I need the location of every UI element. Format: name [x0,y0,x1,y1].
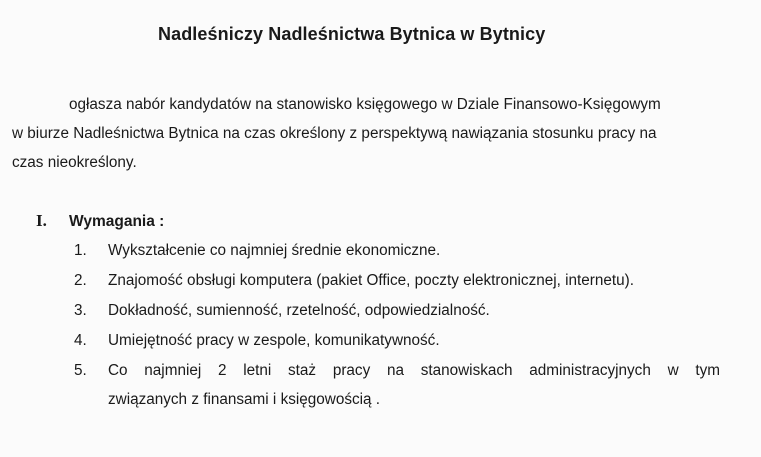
intro-line: w biurze Nadleśnictwa Bytnica na czas określony z perspektywą nawiązania stosunku pracy na [12,125,657,142]
list-item-text: Wykształcenie co najmniej średnie ekonomiczne. [108,242,441,259]
list-item-text: Znajomość obsługi komputera (pakiet Office, poczty elektronicznej, internetu). [108,272,635,289]
list-item-number: 4. [74,332,87,349]
intro-line: ogłasza nabór kandydatów na stanowisko księgowego w Dziale Finansowo-Księgowym [69,96,661,113]
requirements-list [74,239,720,408]
section-title: Wymagania : [69,213,165,230]
intro-paragraph [12,90,722,177]
list-item [74,269,694,299]
list-item [74,359,720,408]
list-item-number: 5. [74,362,87,379]
section-heading [36,211,164,231]
document-title: Nadleśniczy Nadleśnictwa Bytnica w Bytnicy [158,24,546,44]
list-item-text-line: Co najmniej 2 letni staż pracy na stanowiskach administracyjnych w tym [108,362,720,379]
list-item [74,239,694,269]
list-item-number: 3. [74,302,87,319]
list-item-text [108,356,720,414]
section-number: I. [36,211,47,230]
list-item-number: 1. [74,242,87,259]
list-item-number: 2. [74,272,87,289]
intro-line: czas nieokreślony. [12,154,137,171]
list-item-text: Umiejętność pracy w zespole, komunikatywność. [108,332,440,349]
list-item [74,299,694,329]
list-item-text: Dokładność, sumienność, rzetelność, odpowiedzialność. [108,302,490,319]
list-item-text-line: związanych z finansami i księgowością . [108,391,381,408]
list-item [74,329,694,359]
